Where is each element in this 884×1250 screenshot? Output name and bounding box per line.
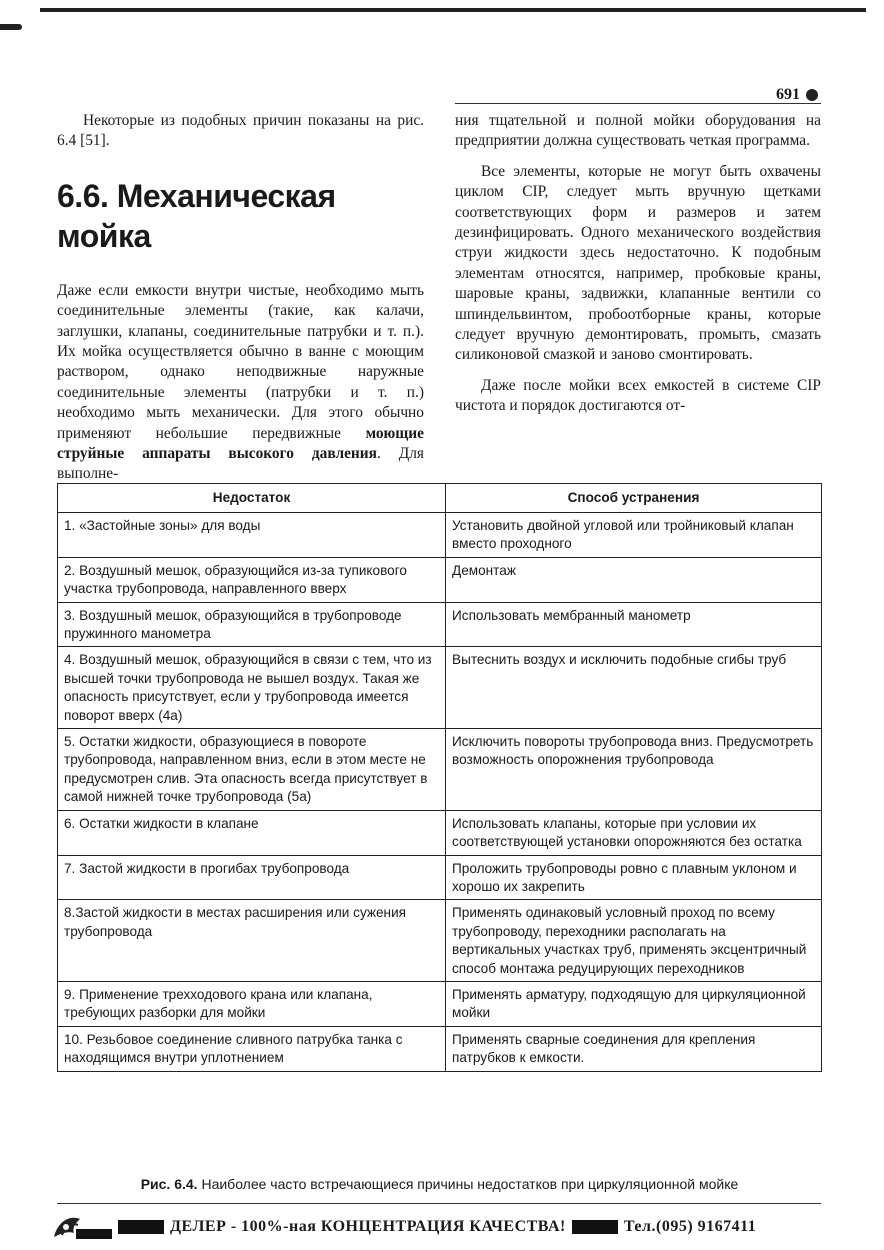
section-title: 6.6. Механическая мойка: [57, 177, 336, 254]
top-rule: [40, 8, 866, 12]
solution-cell: Установить двойной угловой или тройниковый клапан вместо проходного: [446, 513, 822, 558]
problem-cell: 4. Воздушный мешок, образующийся в связи с тем, что из высшей точки трубопровода не вышел воздух. Такая же опасность присутствует, если у трубопровода имеется поворот вверх (4а): [58, 647, 446, 729]
right-paragraph-1: ния тщательной и полной мойки оборудования на предприятии должна существовать четкая программа.: [455, 112, 821, 150]
body-paragraph: [57, 281, 424, 485]
table-row: [58, 647, 822, 729]
footer-phone: Тел.(095) 9167411: [623, 1218, 757, 1235]
causes-table: [57, 483, 822, 1072]
right-column: [455, 111, 821, 417]
table-row: [58, 1026, 822, 1071]
body-text-2: . Для выполне-: [57, 445, 424, 483]
bullet-icon: [806, 89, 818, 101]
solution-cell: Использовать клапаны, которые при условии их соответствующей установки опорожняются без остатка: [446, 810, 822, 855]
solution-cell: Демонтаж: [446, 557, 822, 602]
solution-cell: Применять арматуру, подходящую для циркуляционной мойки: [446, 981, 822, 1026]
body-text-1: Даже если емкости внутри чистые, необходимо мыть соединительные элементы (такие, как калачи, заглушки, клапаны, соединительные патрубки и т. п.). Их мойка осуществляется обычно в ванне с моющим раствором, однако неподвижные наружные соединительные элементы (патрубки и т. п.) необходимо мыть механически. Для этого обычно применяют небольшие передвижные: [57, 281, 424, 442]
right-paragraph-3: Даже после мойки всех емкостей в системе CIP чистота и порядок достигаются от-: [455, 376, 821, 415]
decorative-block: [118, 1220, 164, 1234]
decorative-block: [572, 1220, 618, 1234]
table-row: [58, 729, 822, 811]
table-row: [58, 900, 822, 982]
right-paragraph-2: Все элементы, которые не могут быть охвачены циклом CIP, следует мыть вручную щетками соответствующих форм и размеров и затем дезинфицировать. Одного механического воздействия струи жидкости здесь недостаточно. К подобным элементам относятся, например, пробковые краны, шаровые краны, задвижки, клапанные вентили со шпиндельвинтом, пробоотборные краны, которые следует вручную демонтировать, промыть, смазать силиконовой смазкой и заново смонтировать.: [455, 162, 821, 364]
problem-cell: 8.Застой жидкости в местах расширения или сужения трубопровода: [58, 900, 446, 982]
scan-mark: [0, 24, 22, 30]
table-row: [58, 981, 822, 1026]
table-row: [58, 557, 822, 602]
header-rule: [455, 103, 821, 104]
header-problem: Недостаток: [58, 484, 446, 513]
problem-cell: 3. Воздушный мешок, образующийся в трубопроводе пружинного манометра: [58, 602, 446, 647]
header-solution: Способ устранения: [446, 484, 822, 513]
table-row: [58, 855, 822, 900]
page-number: [776, 86, 818, 104]
figure-caption: [57, 1176, 822, 1192]
solution-cell: Вытеснить воздух и исключить подобные сгибы труб: [446, 647, 822, 729]
problem-cell: 7. Застой жидкости в прогибах трубопровода: [58, 855, 446, 900]
problem-cell: 1. «Застойные зоны» для воды: [58, 513, 446, 558]
caption-label: Рис. 6.4.: [140, 1176, 198, 1192]
left-column: [57, 111, 424, 485]
intro-paragraph: Некоторые из подобных причин показаны на рис. 6.4 [51].: [57, 112, 424, 150]
body-bold-term: моющие струйные аппараты высокого давления: [57, 424, 424, 463]
table-row: [58, 810, 822, 855]
solution-cell: Использовать мембранный манометр: [446, 602, 822, 647]
table-header-row: [58, 484, 822, 513]
page-number-text: 691: [776, 86, 800, 103]
solution-cell: Проложить трубопроводы ровно с плавным уклоном и хорошо их закрепить: [446, 855, 822, 900]
problem-cell: 5. Остатки жидкости, образующиеся в повороте трубопровода, направленном вниз, если в этом месте не предусмотрен слив. Эта опасность всегда присутствует в самой нижней точке трубопровода (5а): [58, 729, 446, 811]
solution-cell: Исключить повороты трубопровода вниз. Предусмотреть возможность опорожнения трубопровода: [446, 729, 822, 811]
table-row: [58, 513, 822, 558]
table-row: [58, 602, 822, 647]
solution-cell: Применять сварные соединения для крепления патрубков к емкости.: [446, 1026, 822, 1071]
problem-cell: 9. Применение трехходового крана или клапана, требующих разборки для мойки: [58, 981, 446, 1026]
problem-cell: 2. Воздушный мешок, образующийся из-за тупикового участка трубопровода, направленного вверх: [58, 557, 446, 602]
publisher-logo-icon: [50, 1213, 112, 1241]
problem-cell: 10. Резьбовое соединение сливного патрубка танка с находящимся внутри уплотнением: [58, 1026, 446, 1071]
solution-cell: Применять одинаковый условный проход по всему трубопроводу, переходники располагать на вертикальных участках труб, применять эксцентричный способ монтажа редуцирующих переходников: [446, 900, 822, 982]
caption-text: Наиболее часто встречающиеся причины недостатков при циркуляционной мойке: [197, 1176, 739, 1192]
problem-cell: 6. Остатки жидкости в клапане: [58, 810, 446, 855]
publisher-footer: [50, 1212, 830, 1242]
footer-rule: [57, 1203, 821, 1204]
footer-slogan: ДЕЛЕР - 100%-ная КОНЦЕНТРАЦИЯ КАЧЕСТВА!: [170, 1218, 566, 1235]
